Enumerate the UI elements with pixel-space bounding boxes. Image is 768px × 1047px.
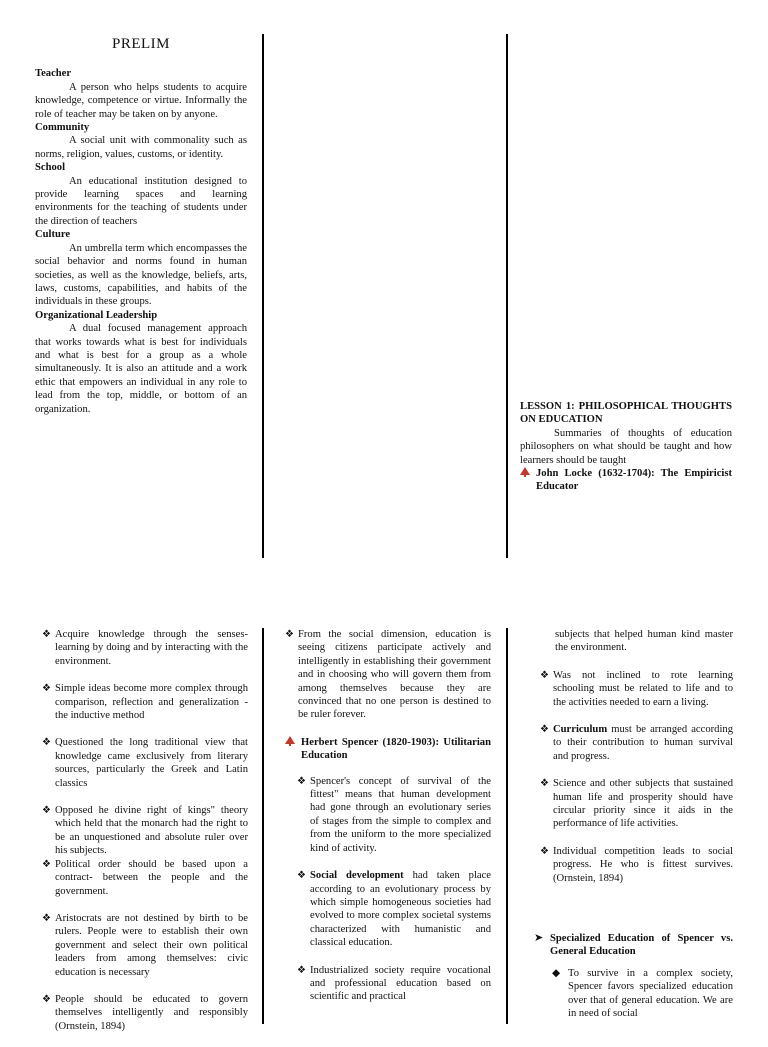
lesson-heading: LESSON 1: PHILOSOPHICAL THOUGHTS ON EDUCATION (520, 401, 732, 426)
term-teacher: Teacher (35, 68, 72, 80)
diamond-bullet-icon: ❖ (540, 724, 549, 736)
locke-heading-item (520, 467, 732, 494)
pointer-hand-icon (285, 736, 295, 750)
diamond-bullet-icon: ❖ (42, 912, 51, 924)
column-divider-bottom-right (506, 628, 508, 1024)
lesson-column (520, 400, 732, 506)
list-item: ❖ Industrialized society require vocational and professional education based on scientific and practical (297, 964, 491, 1003)
diamond-bullet-icon: ❖ (42, 858, 51, 870)
diamond-bullet-icon: ❖ (540, 845, 549, 857)
spencer-continued-column (540, 628, 733, 899)
arrowhead-bullet-icon: ➤ (534, 932, 544, 944)
spencer-heading: Herbert Spencer (1820-1903): Utilitarian Education (301, 736, 491, 762)
term-school: School (35, 162, 66, 174)
diamond-bullet-icon: ❖ (42, 737, 51, 749)
spencer-column (285, 628, 491, 1018)
diamond-bullet-icon: ❖ (42, 805, 51, 817)
definition-school: An educational institution designed to provide learning spaces and learning environments for the teaching of students under the direction of teachers (35, 175, 247, 227)
diamond-bullet-icon: ❖ (297, 964, 306, 976)
definition-organizational-leadership: A dual focused management approach that works towards what is best for individuals and what is best for a group as a whole simultaneously. It is also an attitude and a work ethic that empowers an individual in any role to lead from the top, middle, or bottom of an organization. (35, 323, 247, 415)
list-item: ❖ Questioned the long traditional view that knowledge came exclusively from literary sources, particularly the Greek and Latin classics (42, 737, 248, 789)
locke-heading: John Locke (1632-1704): The Empiricist Educator (536, 468, 732, 493)
term-culture: Culture (35, 229, 71, 241)
list-item: ❖ Acquire knowledge through the senses- learning by doing and by interacting with the environment. (42, 629, 248, 667)
list-item: ❖ Opposed he divine right of kings" theory which held that the monarch had the right to be an unquestioned and absolute ruler over his subjects. (42, 805, 248, 857)
diamond-bullet-icon: ❖ (42, 993, 51, 1005)
diamond-bullet-icon: ❖ (297, 870, 306, 882)
diamond-bullet-icon: ❖ (285, 629, 294, 640)
column-divider-top-right (506, 34, 508, 558)
diamond-bullet-icon: ❖ (42, 629, 51, 640)
term-organizational-leadership: Organizational Leadership (35, 309, 158, 321)
diamond-bullet-icon: ❖ (297, 775, 306, 787)
spencer-heading-item (285, 736, 491, 763)
lesson-intro: Summaries of thoughts of education philosophers on what should be taught and how learners should be taught (520, 427, 732, 466)
column-divider-bottom-left (262, 628, 264, 1024)
diamond-bullet-icon: ◆ (552, 967, 561, 979)
page-title: PRELIM (111, 36, 170, 52)
list-item: ❖ Curriculum must be arranged according to their contribution to human survival and progress. (540, 724, 733, 762)
list-item: ❖ Was not inclined to rote learning schooling must be related to life and to the activities needed to earn a living. (540, 669, 733, 708)
list-item: ❖ Individual competition leads to social progress. He who is fittest survives. (Ornstein, 1894) (540, 845, 733, 884)
diamond-bullet-icon: ❖ (540, 778, 549, 790)
list-item: ❖ From the social dimension, education is seeing citizens participate actively and intelligently in establishing their government and in choosing who will govern them from among themselves because they are convinced that no one person is destined to be ruler forever. (285, 629, 491, 721)
list-item: ❖ Aristocrats are not destined by birth to be rulers. People were to establish their own government and select their own political leaders from among themselves: civic education is necessary (42, 912, 248, 978)
term-community: Community (35, 122, 90, 134)
definition-teacher: A person who helps students to acquire knowledge, competence or virtue. Informally the role of teacher may be taken on by anyone. (35, 81, 247, 120)
list-item: ❖ Science and other subjects that sustained human life and prosperity should have circular priority since it aids in the performance of life activities. (540, 778, 733, 830)
list-item: ❖ Political order should be based upon a contract- between the people and the government. (42, 858, 248, 897)
pointer-hand-icon (520, 467, 530, 481)
specialized-heading-item (534, 932, 733, 959)
specialized-heading: Specialized Education of Spencer vs. General Education (550, 933, 733, 958)
prelim-column (35, 38, 247, 416)
definition-community: A social unit with commonality such as norms, religion, values, customs, or identity. (35, 135, 247, 160)
specialized-section (534, 932, 733, 1032)
list-item: ❖ Simple ideas become more complex through comparison, reflection and generalization - the inductive method (42, 683, 248, 722)
locke-points-column (42, 628, 248, 1047)
list-item: ❖ Social development had taken place according to an evolutionary process by which simple homogeneous societies had evolved to more complex societal systems characterized with humanistic and classical education. (297, 870, 491, 949)
diamond-bullet-icon: ❖ (42, 683, 51, 695)
list-item: ◆ To survive in a complex society, Spencer favors specialized education over that of general education. We are in need of social (552, 967, 733, 1020)
continued-text: subjects that helped human kind master the environment. (555, 629, 733, 654)
list-item: ❖ People should be educated to govern themselves intelligently and responsibly (Ornstein, 1894) (42, 993, 248, 1032)
diamond-bullet-icon: ❖ (540, 669, 549, 681)
list-item: ❖ Spencer's concept of survival of the fittest" means that human development had gone through an evolutionary series of stages from the simple to complex and from the uniform to the more specialized kind of activity. (297, 775, 491, 854)
definition-culture: An umbrella term which encompasses the social behavior and norms found in human societies, as well as the knowledge, beliefs, arts, laws, customs, capabilities, and habits of the individuals in these groups. (35, 242, 247, 308)
column-divider-top-left (262, 34, 264, 558)
